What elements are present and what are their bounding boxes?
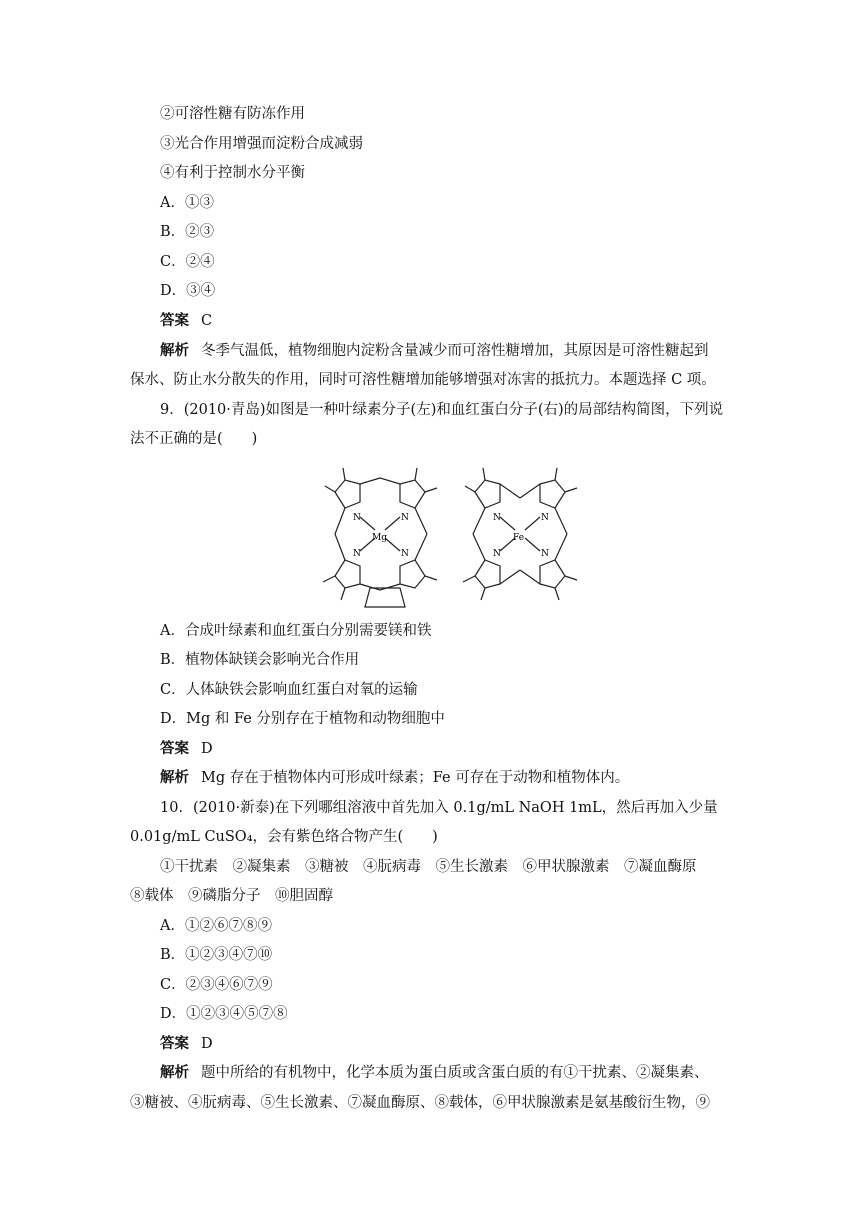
answer-label: 答案 xyxy=(160,1035,189,1052)
n-label: N xyxy=(493,549,501,559)
n-label: N xyxy=(401,549,409,559)
answer-value: D xyxy=(201,1036,213,1052)
n-label: N xyxy=(353,549,361,559)
answer-value: C xyxy=(201,313,213,329)
q9-answer xyxy=(160,739,728,759)
analysis-label: 解析 xyxy=(160,1064,189,1081)
q10-stem-line-1: 10．(2010·新泰)在下列哪组溶液中首先加入 0.1g/mL NaOH 1mL，然后再加入少量 xyxy=(160,800,718,816)
q9-stem-line-1: 9．(2010·青岛)如图是一种叶绿素分子(左)和血红蛋白分子(右)的局部结构简图，下列说 xyxy=(160,402,724,418)
n-label: N xyxy=(541,549,549,559)
q10-items-line-2: ⑧载体 ⑨磷脂分子 ⑩胆固醇 xyxy=(130,888,333,904)
q8-option-3: ③光合作用增强而淀粉合成减弱 xyxy=(160,136,363,152)
q9-stem-line-2: 法不正确的是( ) xyxy=(130,431,258,447)
q8-option-2: ②可溶性糖有防冻作用 xyxy=(160,106,305,122)
iron-label: Fe xyxy=(513,533,525,543)
analysis-text: 题中所给的有机物中，化学本质为蛋白质或含蛋白质的有①干扰素、②凝集素、 xyxy=(201,1065,709,1081)
q8-analysis-line-2: 保水、防止水分散失的作用，同时可溶性糖增加能够增强对冻害的抵抗力。本题选择 C 项。 xyxy=(130,372,716,388)
answer-label: 答案 xyxy=(160,312,189,329)
q8-analysis-line-1 xyxy=(160,341,728,361)
analysis-label: 解析 xyxy=(160,342,189,359)
q8-choice-a: A．①③ xyxy=(160,195,214,211)
q10-items-line-1: ①干扰素 ②凝集素 ③糖被 ④朊病毒 ⑤生长激素 ⑥甲状腺激素 ⑦凝血酶原 xyxy=(160,859,697,875)
q10-choice-c: C．②③④⑥⑦⑨ xyxy=(160,977,273,993)
porphyrin-structures-figure xyxy=(305,462,585,612)
q8-choice-b: B．②③ xyxy=(160,224,215,240)
q9-choice-c: C．人体缺铁会影响血红蛋白对氧的运输 xyxy=(160,682,418,698)
q10-choice-d: D．①②③④⑤⑦⑧ xyxy=(160,1006,288,1022)
answer-value: D xyxy=(201,741,213,757)
n-label: N xyxy=(401,513,409,523)
n-label: N xyxy=(493,513,501,523)
magnesium-label: Mg xyxy=(372,533,387,543)
q10-choice-a: A．①②⑥⑦⑧⑨ xyxy=(160,918,272,934)
analysis-label: 解析 xyxy=(160,769,189,786)
q10-analysis-line-1 xyxy=(160,1063,728,1083)
q9-analysis xyxy=(160,768,728,788)
q8-answer xyxy=(160,311,728,331)
q8-option-4: ④有利于控制水分平衡 xyxy=(160,165,305,181)
q8-choice-d: D．③④ xyxy=(160,283,216,299)
n-label: N xyxy=(541,513,549,523)
q10-stem-line-2: 0.01g/mL CuSO₄，会有紫色络合物产生( ) xyxy=(130,829,438,845)
q9-choice-d: D．Mg 和 Fe 分别存在于植物和动物细胞中 xyxy=(160,711,445,727)
q10-analysis-line-2: ③糖被、④朊病毒、⑤生长激素、⑦凝血酶原、⑧载体，⑥甲状腺激素是氨基酸衍生物，⑨ xyxy=(130,1095,710,1111)
answer-label: 答案 xyxy=(160,740,189,757)
q9-choice-a: A．合成叶绿素和血红蛋白分别需要镁和铁 xyxy=(160,623,432,639)
analysis-text: 冬季气温低，植物细胞内淀粉含量减少而可溶性糖增加，其原因是可溶性糖起到 xyxy=(201,343,709,359)
n-label: N xyxy=(353,513,361,523)
q9-choice-b: B．植物体缺镁会影响光合作用 xyxy=(160,652,360,668)
analysis-text: Mg 存在于植物体内可形成叶绿素；Fe 可存在于动物和植物体内。 xyxy=(201,770,630,786)
q10-choice-b: B．①②③④⑦⑩ xyxy=(160,947,273,963)
q10-answer xyxy=(160,1034,728,1054)
q8-choice-c: C．②④ xyxy=(160,254,215,270)
